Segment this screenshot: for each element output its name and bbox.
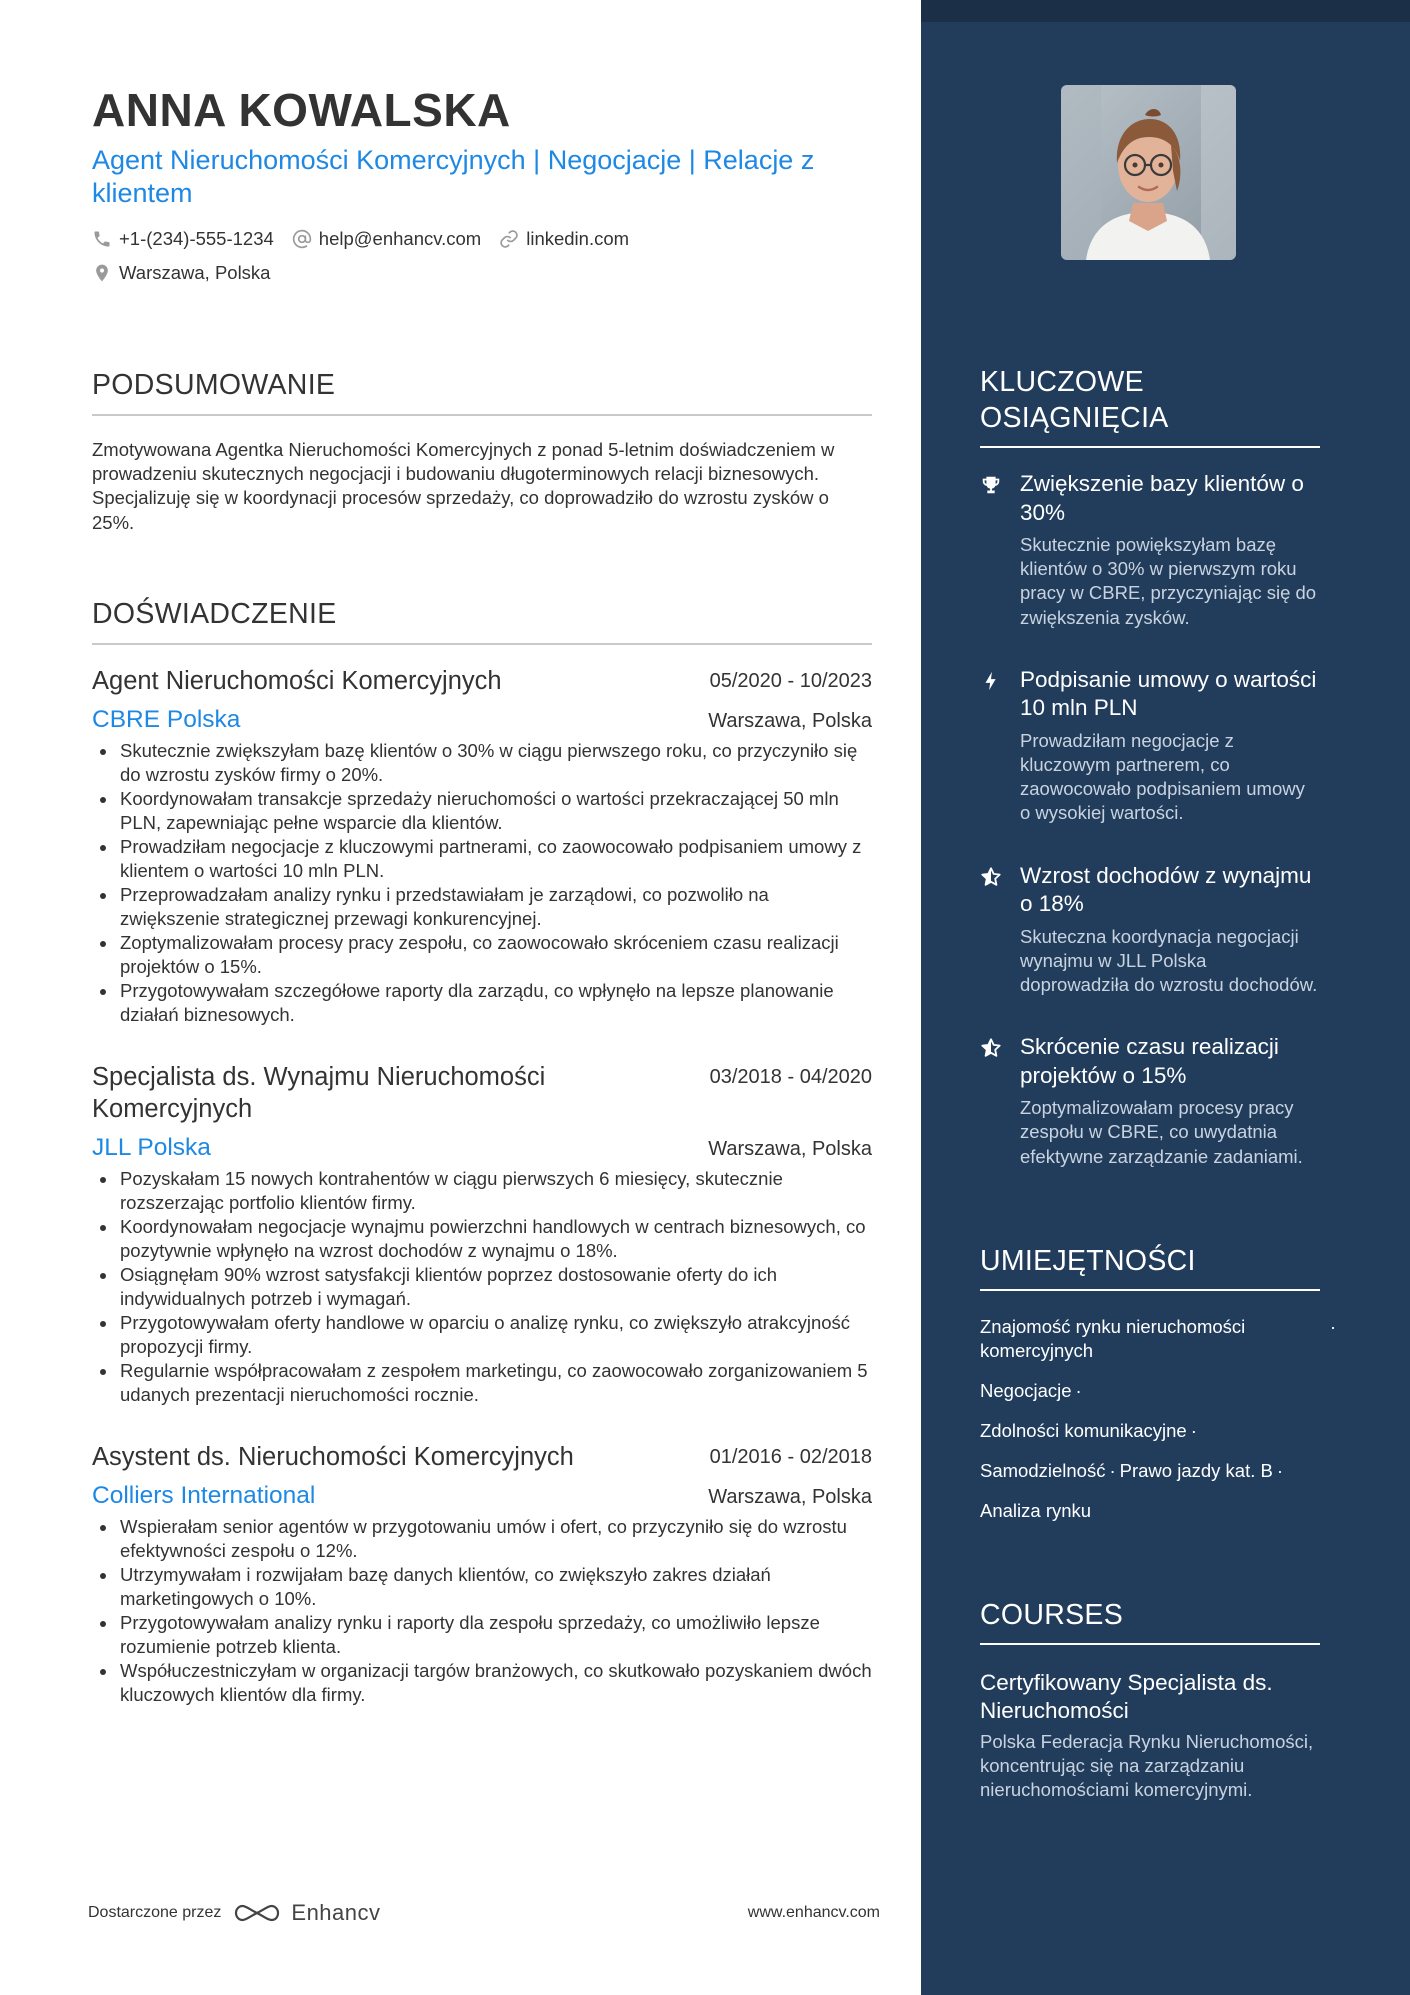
footer-credit: [88, 1900, 381, 1926]
achievement-title: Zwiększenie bazy klientów o 30%: [1020, 471, 1304, 525]
bullet-item: Przygotowywałam szczegółowe raporty dla zarządu, co wpłynęło na lepsze planowanie działań biznesowych.: [92, 979, 872, 1027]
summary-heading: PODSUMOWANIE: [92, 368, 872, 416]
skill-item: Samodzielność: [980, 1459, 1106, 1481]
courses-section: [980, 1597, 1320, 1803]
job-entry: [92, 1061, 872, 1407]
bullet-item: Osiągnęłam 90% wzrost satysfakcji klientów poprzez dostosowanie oferty do ich indywidualnych potrzeb i wymagań.: [92, 1263, 872, 1311]
course-desc: Polska Federacja Rynku Nieruchomości, koncentrując się na zarządzaniu nieruchomościami komercyjnymi.: [980, 1730, 1314, 1801]
experience-section: [92, 597, 872, 1707]
achievement-desc: Prowadziłam negocjacje z kluczowym partnerem, co zaowocowało podpisaniem umowy o wysokiej wartości.: [1020, 729, 1305, 824]
lightning-icon: [980, 670, 1002, 692]
bullet-item: Zoptymalizowałam procesy pracy zespołu, co zaowocowało skróceniem czasu realizacji projektów o 15%.: [92, 931, 872, 979]
main-column: [92, 82, 872, 1707]
skills-heading: UMIEJĘTNOŚCI: [980, 1243, 1320, 1291]
bullet-item: Przeprowadzałam analizy rynku i przedstawiałam je zarządowi, co pozwoliło na zwiększenie strategicznej przewagi konkurencyjnej.: [92, 883, 872, 931]
bullet-item: Wspierałam senior agentów w przygotowaniu umów i ofert, co przyczyniło się do wzrostu efektywności zespołu o 12%.: [92, 1515, 872, 1563]
job-dates: 01/2016 - 02/2018: [709, 1445, 872, 1468]
summary-text: Zmotywowana Agentka Nieruchomości Komercyjnych z ponad 5-letnim doświadczeniem w prowadzeniu skutecznych negocjacji i budowaniu długoterminowych relacji biznesowych. Specjalizuję się w koordynacji procesów sprzedaży, co doprowadziło do wzrostu zysków o 25%.: [92, 439, 835, 533]
sidebar-top-bar: [921, 0, 1410, 22]
skill-separator: ·: [1276, 1459, 1283, 1481]
job-dates: 05/2020 - 10/2023: [709, 669, 872, 692]
contact-phone: [92, 228, 274, 250]
job-dates: 03/2018 - 04/2020: [709, 1065, 872, 1088]
bullet-item: Współuczestniczyłam w organizacji targów branżowych, co skutkowało pozyskaniem dwóch kluczowych klientów dla firmy.: [92, 1659, 872, 1707]
bullet-item: Pozyskałam 15 nowych kontrahentów w ciągu pierwszych 6 miesięcy, skutecznie rozszerzając portfolio klientów firmy.: [92, 1167, 872, 1215]
summary-section: [92, 368, 872, 535]
achievements-heading: KLUCZOWE OSIĄGNIĘCIA: [980, 364, 1320, 448]
profile-photo: [1061, 85, 1236, 260]
star-icon: [980, 866, 1002, 888]
bullet-item: Skutecznie zwiększyłam bazę klientów o 30% w ciągu pierwszego roku, co przyczyniło się do wzrostu zysków firmy o 20%.: [92, 739, 872, 787]
location-text: Warszawa, Polska: [119, 262, 271, 283]
footer-website[interactable]: www.enhancv.com: [747, 1904, 880, 1921]
profile-photo-illustration: [1061, 85, 1236, 260]
location-pin-icon: [92, 263, 112, 283]
contact-info: [92, 228, 792, 284]
job-bullets: [92, 739, 872, 1027]
achievement-title: Podpisanie umowy o wartości 10 mln PLN: [1020, 666, 1317, 721]
email-text[interactable]: help@enhancv.com: [318, 228, 482, 249]
skill-item: Negocjacje: [980, 1379, 1072, 1401]
bullet-item: Regularnie współpracowałam z zespołem marketingu, co zaowocowało zorganizowaniem 5 udanych prezentacji nieruchomości rocznie.: [92, 1359, 872, 1407]
job-title: Asystent ds. Nieruchomości Komercyjnych: [92, 1442, 574, 1471]
skills-list: [980, 1315, 1340, 1523]
sidebar: [921, 0, 1410, 1995]
candidate-name: ANNA KOWALSKA: [92, 84, 511, 136]
bullet-item: Przygotowywałam analizy rynku i raporty dla zespołu sprzedaży, co umożliwiło lepsze rozumienie potrzeb klienta.: [92, 1611, 872, 1659]
phone-text: +1-(234)-555-1234: [119, 228, 274, 249]
sidebar-content: [980, 364, 1336, 1802]
candidate-headline: Agent Nieruchomości Komercyjnych | Negocjacje | Relacje z klientem: [92, 145, 815, 208]
company-name: JLL Polska: [92, 1133, 211, 1161]
job-location: Warszawa, Polska: [708, 1137, 872, 1160]
job-title: Agent Nieruchomości Komercyjnych: [92, 666, 502, 695]
job-location: Warszawa, Polska: [708, 1485, 872, 1508]
achievement-item: [980, 1033, 1320, 1169]
achievement-title: Wzrost dochodów z wynajmu o 18%: [1020, 862, 1312, 917]
achievement-desc: Zoptymalizowałam procesy pracy zespołu w CBRE, co uwydatnia efektywne zarządzanie zadaniami.: [1020, 1097, 1303, 1167]
job-title: Specjalista ds. Wynajmu Nieruchomości Komercyjnych: [92, 1062, 546, 1123]
job-location: Warszawa, Polska: [708, 709, 872, 732]
at-sign-icon: [292, 229, 312, 249]
skill-separator: ·: [1075, 1379, 1082, 1401]
courses-heading: COURSES: [980, 1597, 1320, 1645]
enhancv-logo-icon: [233, 1901, 281, 1925]
skill-separator: ·: [1329, 1315, 1336, 1337]
star-icon: [980, 1037, 1002, 1059]
skill-item: Zdolności komunikacyjne: [980, 1419, 1187, 1441]
footer-brand[interactable]: Enhancv: [291, 1900, 381, 1925]
job-bullets: [92, 1167, 872, 1407]
linkedin-text[interactable]: linkedin.com: [526, 228, 630, 249]
achievement-item: [980, 470, 1320, 630]
skill-separator: ·: [1190, 1419, 1197, 1441]
job-bullets: [92, 1515, 872, 1707]
achievement-desc: Skutecznie powiększyłam bazę klientów o 30% w pierwszym roku pracy w CBRE, przyczyniając się do zwiększenia zysków.: [1020, 534, 1317, 628]
achievement-item: [980, 666, 1320, 826]
bullet-item: Prowadziłam negocjacje z kluczowymi partnerami, co zaowocowało podpisaniem umowy z klientem o wartości 10 mln PLN.: [92, 835, 872, 883]
skill-item: Analiza rynku: [980, 1499, 1092, 1521]
achievement-desc: Skuteczna koordynacja negocjacji wynajmu w JLL Polska doprowadziła do wzrostu dochodów.: [1020, 925, 1318, 996]
skills-section: [980, 1243, 1336, 1523]
achievement-item: [980, 862, 1320, 998]
course-title: Certyfikowany Specjalista ds. Nieruchomości: [980, 1669, 1273, 1724]
bullet-item: Koordynowałam negocjacje wynajmu powierzchni handlowych w centrach biznesowych, co pozytywnie wpłynęło na wzrost dochodów z wynajmu o 18%.: [92, 1215, 872, 1263]
skill-item: Znajomość rynku nieruchomości komercyjnych: [980, 1315, 1246, 1361]
bullet-item: Przygotowywałam oferty handlowe w oparciu o analizę rynku, co zwiększyło atrakcyjność propozycji firmy.: [92, 1311, 872, 1359]
contact-email[interactable]: [292, 228, 481, 250]
link-icon: [499, 229, 519, 249]
experience-heading: DOŚWIADCZENIE: [92, 597, 872, 645]
achievements-section: [980, 364, 1320, 1169]
phone-icon: [92, 229, 112, 249]
skill-item: Prawo jazdy kat. B: [1119, 1459, 1273, 1481]
job-entry: [92, 1441, 872, 1707]
footer-provided-by: Dostarczone przez: [88, 1904, 222, 1921]
company-name: Colliers International: [92, 1481, 316, 1509]
job-entry: [92, 665, 872, 1027]
contact-location: [92, 262, 270, 284]
page-footer: [88, 1900, 880, 1926]
bullet-item: Koordynowałam transakcje sprzedaży nieruchomości o wartości przekraczającej 50 mln PLN, zapewniając pełne wsparcie dla klientów.: [92, 787, 872, 835]
company-name: CBRE Polska: [92, 705, 241, 733]
achievement-title: Skrócenie czasu realizacji projektów o 15%: [1020, 1034, 1279, 1088]
trophy-icon: [980, 474, 1002, 496]
skill-separator: ·: [1109, 1459, 1116, 1481]
bullet-item: Utrzymywałam i rozwijałam bazę danych klientów, co zwiększyło zakres działań marketingowych o 10%.: [92, 1563, 872, 1611]
contact-linkedin[interactable]: [499, 228, 629, 250]
